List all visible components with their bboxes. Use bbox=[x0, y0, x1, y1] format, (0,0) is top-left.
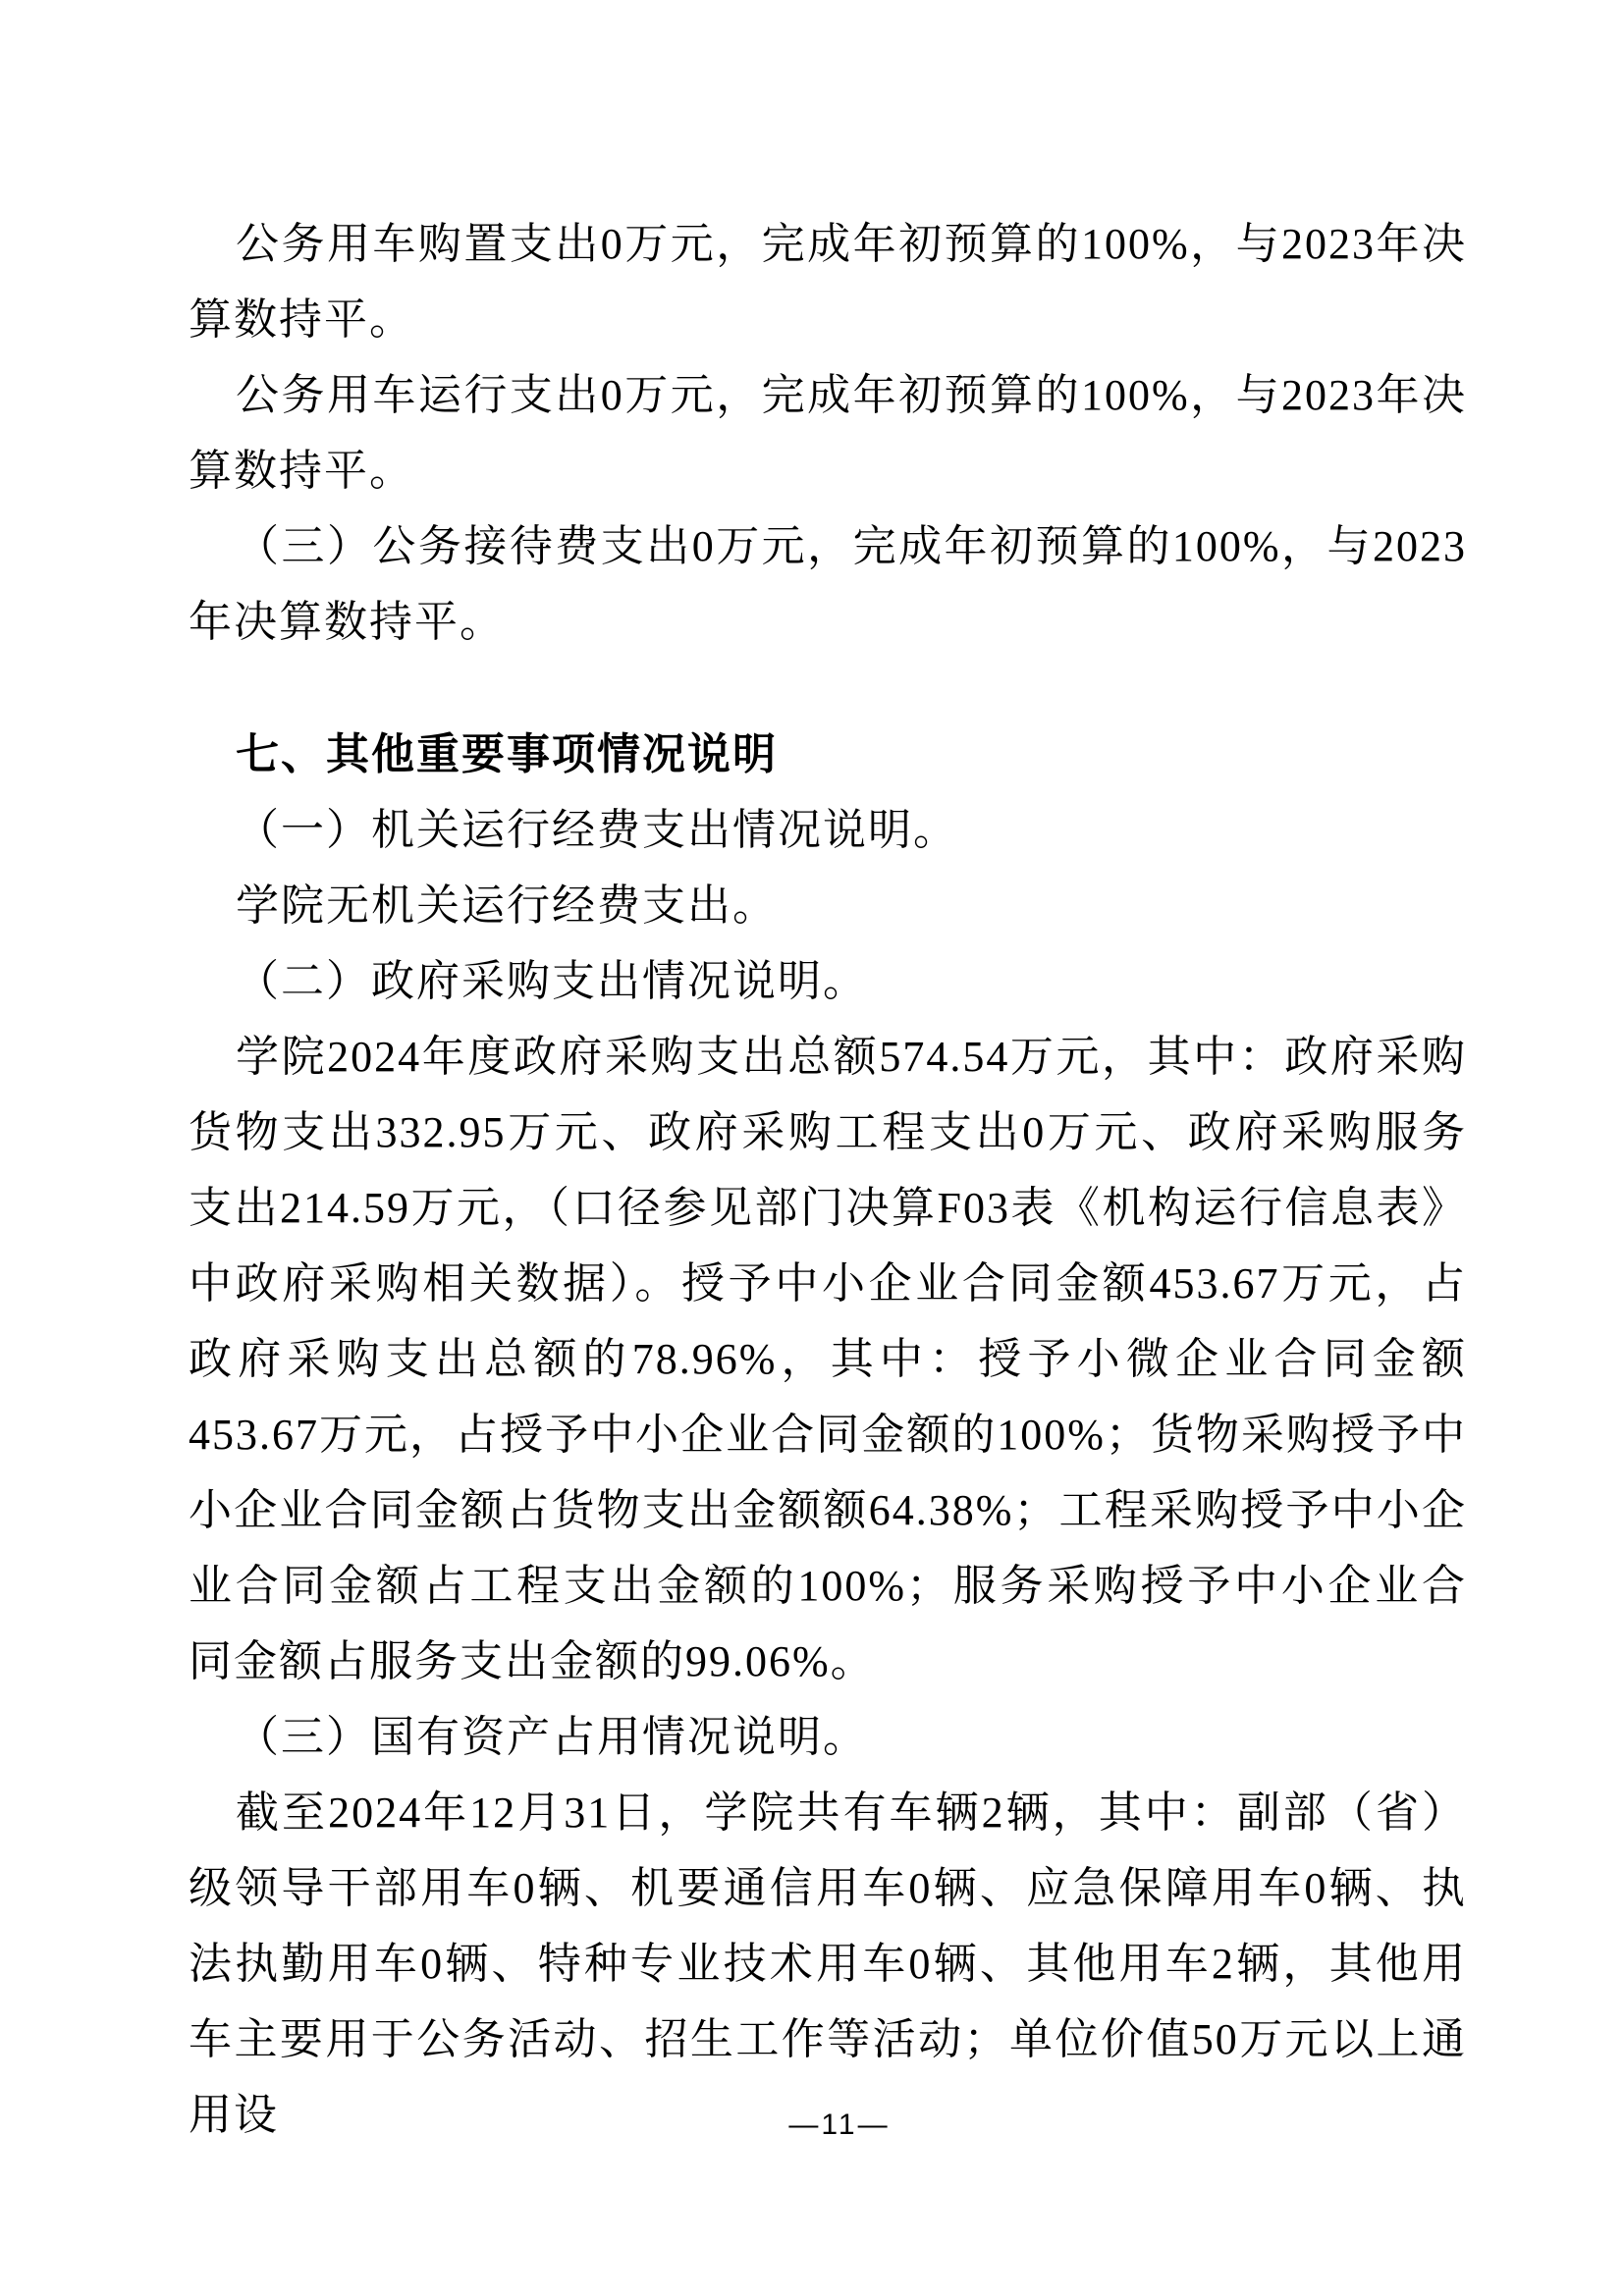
paragraph-item2-government-procurement-title: （二）政府采购支出情况说明。 bbox=[236, 957, 868, 1005]
paragraph-item1-agency-operating-funds-body: 学院无机关运行经费支出。 bbox=[236, 881, 778, 930]
document-body bbox=[189, 206, 1467, 2153]
paragraph-official-car-purchase: 公务用车购置支出0万元，完成年初预算的100%，与2023年决算数持平。 bbox=[189, 220, 1467, 344]
paragraph-official-car-operation: 公务用车运行支出0万元，完成年初预算的100%，与2023年决算数持平。 bbox=[189, 371, 1467, 495]
paragraph-official-reception: （三）公务接待费支出0万元，完成年初预算的100%，与2023年决算数持平。 bbox=[189, 522, 1467, 646]
paragraph-item3-state-assets-body: 截至2024年12月31日，学院共有车辆2辆，其中：副部（省）级领导干部用车0辆、机要通信用车0辆、应急保障用车0辆、执法执勤用车0辆、特种专业技术用车0辆、其他用车2辆，其他用车主要用于公务活动、招生工作等活动；单位价值50万元以上通用设 bbox=[189, 1789, 1467, 2139]
page-number: —11— bbox=[788, 2109, 891, 2141]
section-heading-other-important-matters: 七、其他重要事项情况说明 bbox=[236, 730, 778, 778]
paragraph-item1-agency-operating-funds-title: （一）机关运行经费支出情况说明。 bbox=[236, 806, 958, 854]
paragraph-item3-state-assets-title: （三）国有资产占用情况说明。 bbox=[236, 1713, 868, 1761]
paragraph-item2-government-procurement-body: 学院2024年度政府采购支出总额574.54万元，其中：政府采购货物支出332.95万元、政府采购工程支出0万元、政府采购服务支出214.59万元，（口径参见部门决算F03表《机构运行信息表》中政府采购相关数据）。授予中小企业合同金额453.67万元，占政府采购支出总额的78.96%，其中：授予小微企业合同金额453.67万元，占授予中小企业合同金额的100%；货物采购授予中小企业合同金额占货物支出金额额64.38%；工程采购授予中小企业合同金额占工程支出金额的100%；服务采购授予中小企业合同金额占服务支出金额的99.06%。 bbox=[189, 1033, 1467, 1685]
